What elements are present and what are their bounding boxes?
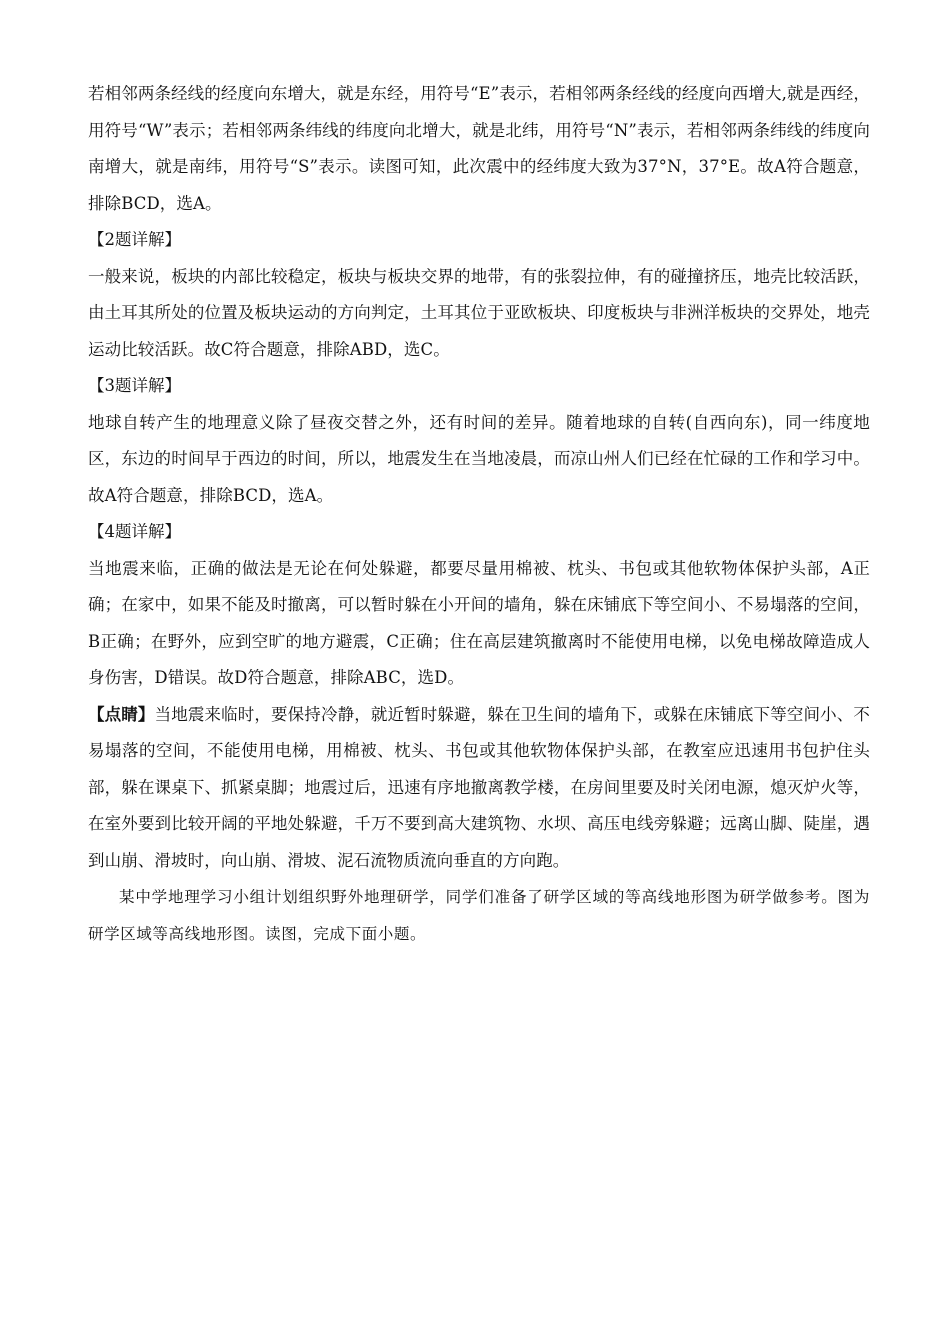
answer-3-explanation: 地球自转产生的地理意义除了昼夜交替之外，还有时间的差异。随着地球的自转(自西向东)，同一纬度地区，东边的时间早于西边的时间，所以，地震发生在当地凌晨，而凉山州人们已经在忙碌的工作和学习中。故A符合题意，排除BCD，选A。 (88, 412, 870, 505)
question-4-heading: 【4题详解】 (88, 522, 181, 541)
answer-2-explanation: 一般来说，板块的内部比较稳定，板块与板块交界的地带，有的张裂拉伸，有的碰撞挤压，地壳比较活跃，由土耳其所处的位置及板块运动的方向判定，土耳其位于亚欧板块、印度板块与非洲洋板块的交界处，地壳运动比较活跃。故C符合题意，排除ABD，选C。 (88, 266, 870, 359)
tip-text: 当地震来临时，要保持冷静，就近暂时躲避，躲在卫生间的墙角下，或躲在床铺底下等空间小、不易塌落的空间，不能使用电梯，用棉被、枕头、书包或其他软物体保护头部，在教室应迅速用书包护住头部，躲在课桌下、抓紧桌脚；地震过后，迅速有序地撤离教学楼，在房间里要及时关闭电源，熄灭炉火等，在室外要到比较开阔的平地处躲避，千万不要到高大建筑物、水坝、高压电线旁躲避；远离山脚、陡崖，遇到山崩、滑坡时，向山崩、滑坡、泥石流物质流向垂直的方向跑。 (88, 704, 870, 870)
question-3-heading: 【3题详解】 (88, 376, 181, 395)
new-question-intro: 某中学地理学习小组计划组织野外地理研学，同学们准备了研学区域的等高线地形图为研学做参考。图为研学区域等高线地形图。读图，完成下面小题。 (88, 888, 870, 943)
tip-label: 【点睛】 (88, 704, 155, 724)
document-page (88, 76, 870, 968)
answer-4-explanation: 当地震来临，正确的做法是无论在何处躲避，都要尽量用棉被、枕头、书包或其他软物体保护头部，A正确；在家中，如果不能及时撤离，可以暂时躲在小开间的墙角，躲在床铺底下等空间小、不易塌落的空间，B正确；在野外，应到空旷的地方避震，C正确；住在高层建筑撤离时不能使用电梯，以免电梯故障造成人身伤害，D错误。故D符合题意，排除ABC，选D。 (88, 558, 870, 687)
tip-paragraph (88, 697, 870, 880)
answer-1-explanation: 若相邻两条经线的经度向东增大，就是东经，用符号“E”表示，若相邻两条经线的经度向西增大,就是西经，用符号“W”表示；若相邻两条纬线的纬度向北增大，就是北纬，用符号“N”表示，若相邻两条纬线的纬度向南增大，就是南纬，用符号“S”表示。读图可知，此次震中的经纬度大致为37°N，37°E。故A符合题意，排除BCD，选A。 (88, 84, 870, 213)
question-2-heading: 【2题详解】 (88, 230, 181, 249)
